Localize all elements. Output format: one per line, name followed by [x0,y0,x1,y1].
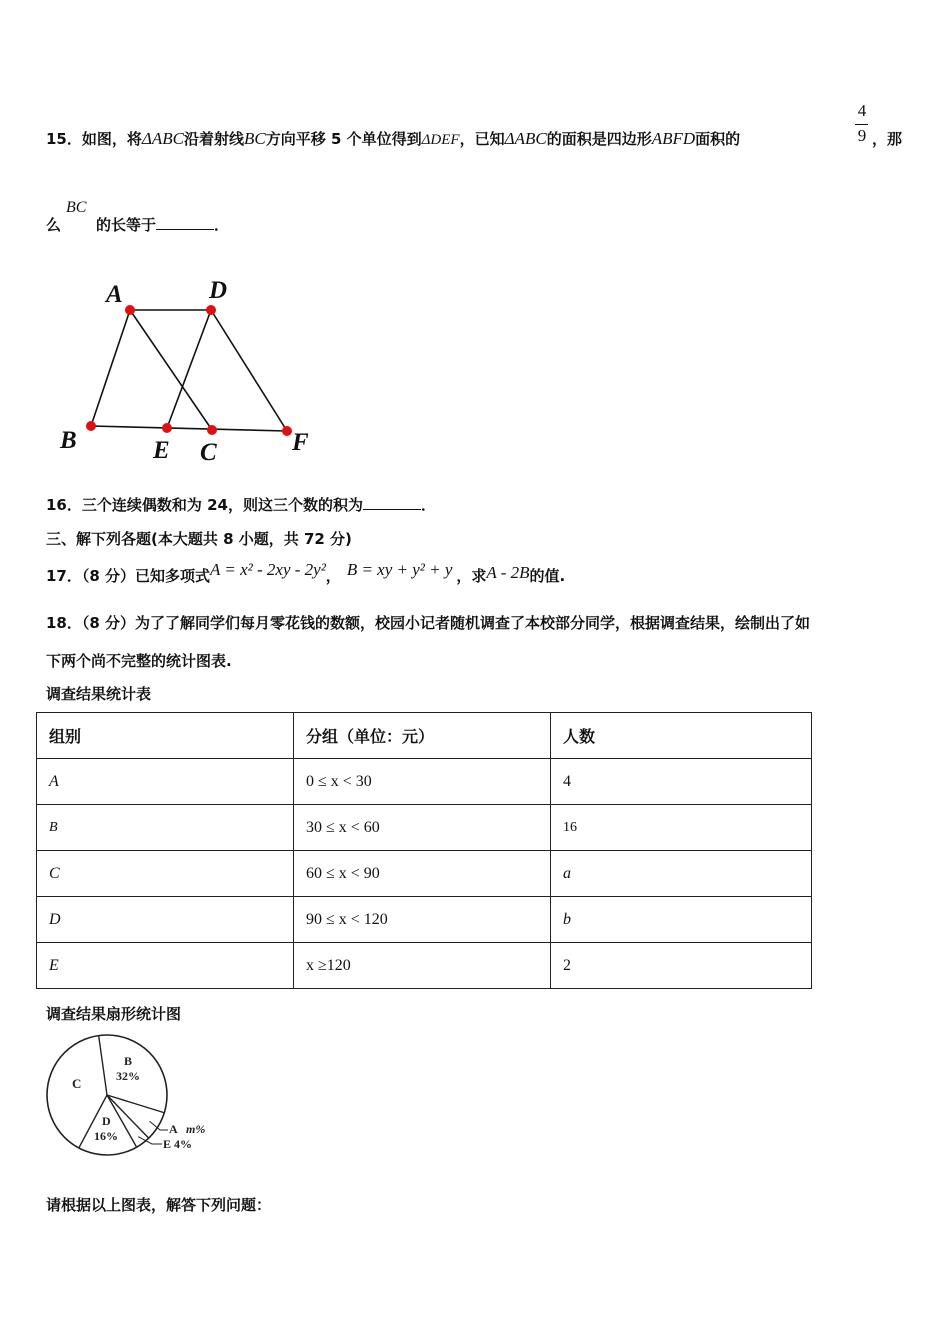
point-D [206,305,216,315]
point-A [125,305,135,315]
cell-range: x ≥120 [294,943,551,989]
pie-label-E: E [163,1137,172,1151]
pie-value-B: 32% [116,1069,140,1083]
q16-answer-blank[interactable] [363,496,421,510]
pie-label-A: A [169,1122,178,1136]
table-row [37,805,812,851]
pie-value-D: 16% [94,1129,118,1143]
survey-table [36,712,812,989]
label-A: A [106,281,123,308]
closing-prompt: 请根据以上图表，解答下列问题： [46,1196,272,1214]
cell-range: 60 ≤ x < 90 [294,851,551,897]
header-range: 分组（单位：元） [294,713,551,759]
q15-line1: 15．如图，将ΔABC沿着射线BC方向平移 5 个单位得到ΔDEF，已知ΔABC的面积是四边形ABFD面积的 [46,129,741,148]
table-title: 调查结果统计表 [46,685,152,703]
pie-value-A: m% [186,1122,206,1136]
header-group: 组别 [37,713,294,759]
cell-count: 2 [551,943,812,989]
cell-group: B [37,805,294,851]
q15-line2-rest: 的长等于 ． [96,216,230,234]
segment-DF [211,310,287,431]
label-D: D [209,277,228,304]
fraction-bar [855,124,868,125]
pie-value-E: 4% [174,1137,192,1151]
cell-range: 0 ≤ x < 30 [294,759,551,805]
q15-line2: 么 [46,216,62,234]
segment-AC [130,310,212,430]
cell-group: A [37,759,294,805]
q15-line1-end: ，那 [872,130,903,148]
segment-AB [91,310,130,426]
cell-count: b [551,897,812,943]
table-row [37,897,812,943]
q17: 17．（8 分）已知多项式A = x² - 2xy - 2y²， B = xy + y² + y ，求A - 2B的值. [46,560,566,585]
polynomial-B: B = xy + y² + y [346,560,453,579]
label-C: C [200,439,217,466]
point-C [207,425,217,435]
polynomial-A: A = x² - 2xy - 2y² [210,560,326,579]
cell-count: a [551,851,812,897]
translation-figure [50,270,340,470]
table-row [37,851,812,897]
section-3-heading: 三、解下列各题(本大题共 8 小题，共 72 分) [46,530,352,548]
table-row [37,943,812,989]
expression-A-2B: A - 2B [486,563,530,582]
point-B [86,421,96,431]
cell-count: 4 [551,759,812,805]
q16: 16．三个连续偶数和为 24，则这三个数的积为 ． [46,496,436,514]
bc-label: BC [66,199,87,216]
answer-blank[interactable] [156,216,214,230]
cell-group: C [37,851,294,897]
q15-number: 15． [46,130,82,148]
cell-group: E [37,943,294,989]
segment-BF [91,426,287,431]
cell-count: 16 [551,805,812,851]
header-count: 人数 [551,713,812,759]
label-B: B [60,427,77,454]
pie-chart [40,1030,230,1160]
table-header-row [37,713,812,759]
q18-line2: 下两个尚不完整的统计图表. [46,652,232,670]
cell-range: 90 ≤ x < 120 [294,897,551,943]
q18-line1: 18．（8 分）为了了解同学们每月零花钱的数额，校园小记者随机调查了本校部分同学，根据调查结果，绘制出了如 [46,614,811,632]
point-F [282,426,292,436]
table-row [37,759,812,805]
fraction-denominator: 9 [857,126,867,145]
pie-label-B: B [124,1054,133,1068]
cell-group: D [37,897,294,943]
label-E: E [153,437,170,464]
segment-DE [167,310,211,428]
label-F: F [292,429,309,456]
pie-label-D: D [102,1114,111,1128]
pie-label-C: C [72,1076,82,1091]
fraction-numerator: 4 [857,101,867,120]
cell-range: 30 ≤ x < 60 [294,805,551,851]
point-E [162,423,172,433]
pie-title: 调查结果扇形统计图 [46,1005,182,1023]
